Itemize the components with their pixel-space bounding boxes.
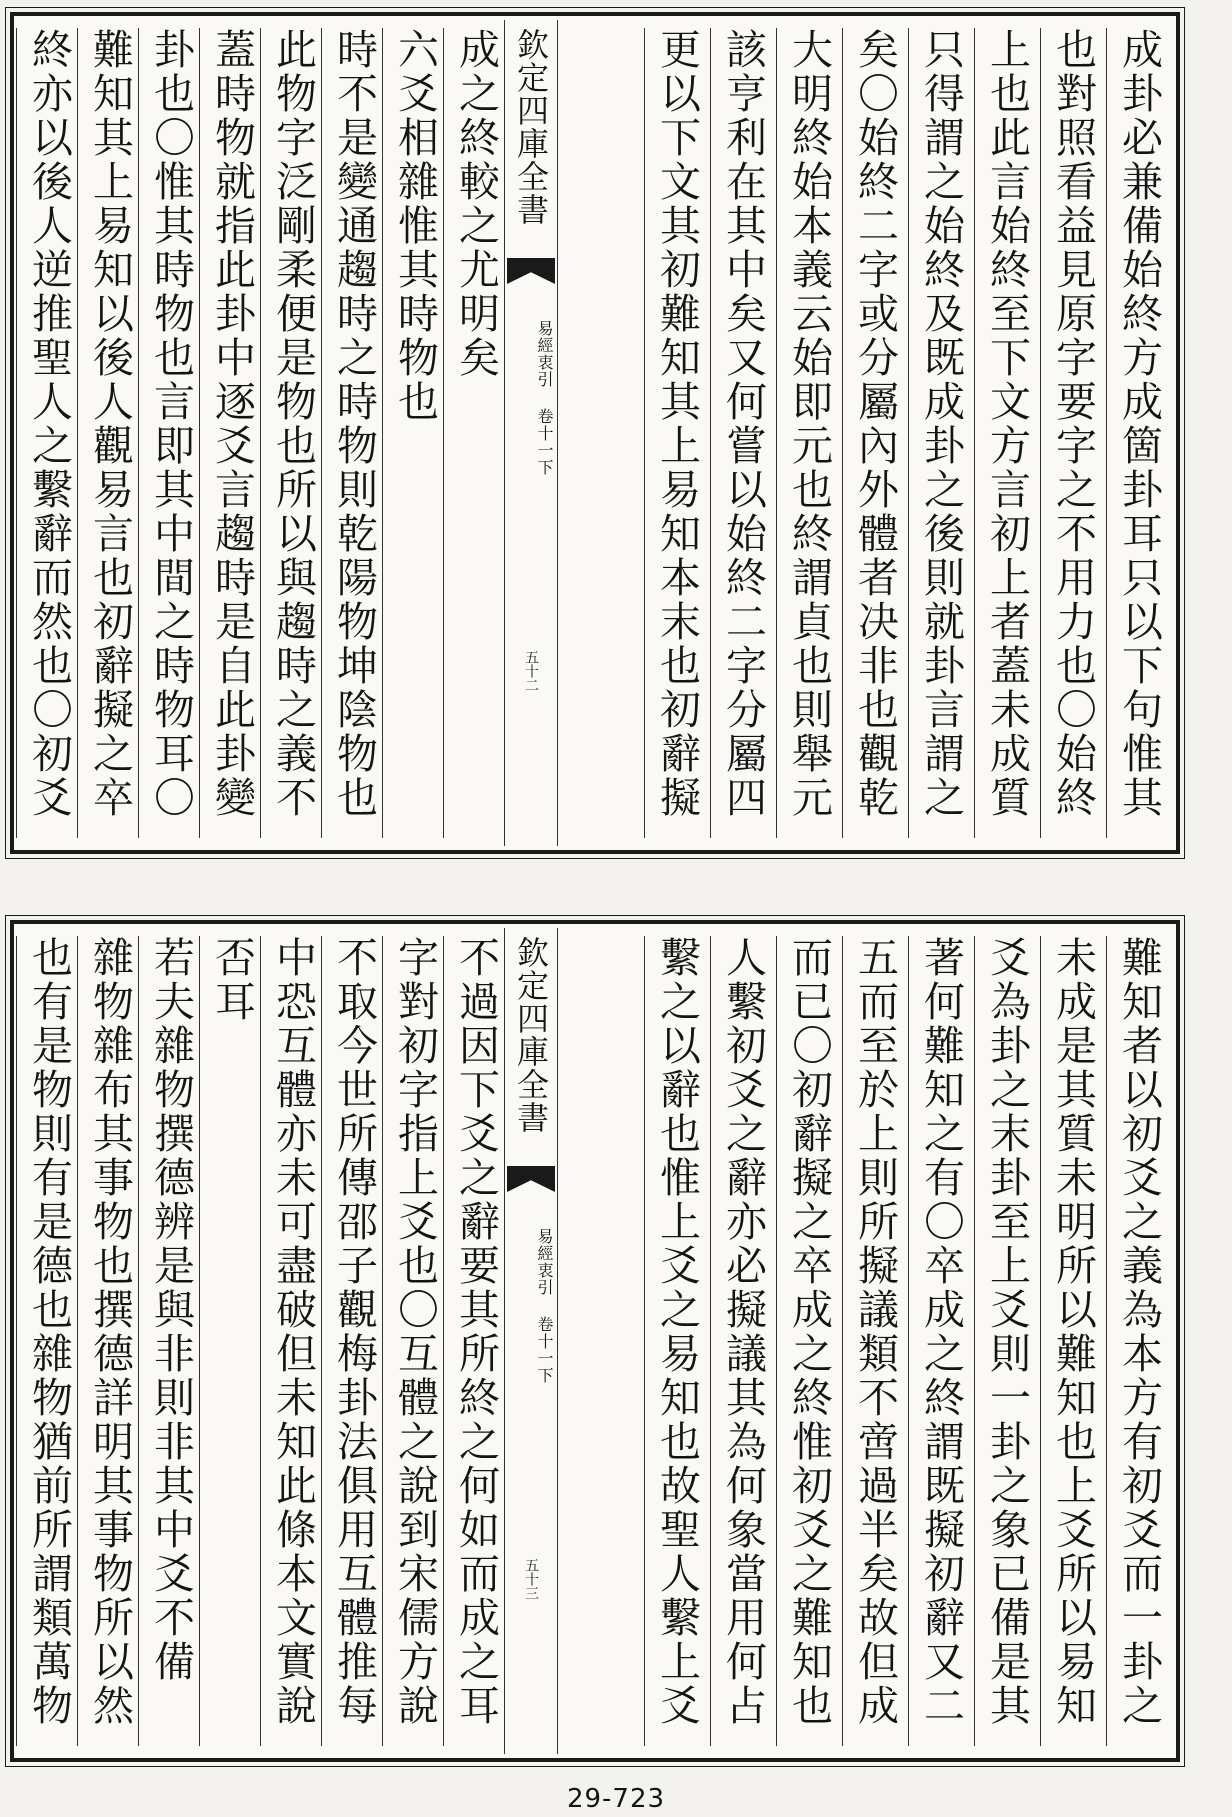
page-number: 五十二 (523, 650, 539, 692)
text-column: 此物字泛剛柔便是物也所以與趨時之義不 (260, 28, 326, 838)
text-column: 也有是物則有是德也雜物猶前所謂類萬物 (16, 936, 82, 1746)
text-column: 終亦以後人逆推聖人之繫辭而然也〇初爻 (16, 28, 82, 838)
text-column: 字對初字指上爻也〇互體之說到宋儒方說 (382, 936, 448, 1746)
center-title: 欽定四庫全書 (512, 936, 550, 1134)
center-subtitle (509, 320, 555, 476)
text-column: 難知其上易知以後人觀易言也初辭擬之卒 (77, 28, 143, 838)
text-column: 時不是變通趨時之時物則乾陽物坤陰物也 (321, 28, 387, 838)
text-column: 六爻相雜惟其時物也 (382, 28, 448, 838)
center-subtitle (509, 1228, 555, 1384)
fish-tail-mark (507, 258, 555, 284)
text-column: 上也此言始終至下文方言初上者蓋未成質 (974, 28, 1040, 838)
text-column: 更以下文其初難知其上易知本末也初辭擬 (644, 28, 710, 838)
book-name: 易經衷引 (535, 320, 554, 388)
text-column: 不過因下爻之辭要其所終之何如而成之耳 (443, 936, 509, 1746)
center-title: 欽定四庫全書 (512, 28, 550, 226)
bottom-page (10, 920, 1180, 1762)
book-name: 易經衷引 (535, 1228, 554, 1296)
text-column: 卦也〇惟其時物也言即其中間之時物耳〇 (138, 28, 204, 838)
text-column: 五而至於上則所擬議類不啻過半矣故但成 (842, 936, 908, 1746)
text-column: 蓋時物就指此卦中逐爻言趨時是自此卦變 (199, 28, 265, 838)
footer-page-ref: 29-723 (566, 1784, 666, 1814)
text-column: 爻為卦之末卦至上爻則一卦之象已備是其 (974, 936, 1040, 1746)
text-column: 若夫雜物撰德辨是與非則非其中爻不備 (138, 936, 204, 1746)
text-column: 著何難知之有〇卒成之終謂既擬初辭又二 (908, 936, 974, 1746)
page-number: 五十三 (523, 1558, 539, 1600)
text-column: 成卦必兼備始終方成箇卦耳只以下句惟其 (1106, 28, 1172, 838)
text-column: 雜物雜布其事物也撰德詳明其事物所以然 (77, 936, 143, 1746)
text-column: 否耳 (199, 936, 265, 1746)
volume-name: 卷十一下 (535, 1316, 554, 1384)
center-margin (504, 928, 558, 1754)
text-column: 未成是其質未明所以難知也上爻所以易知 (1040, 936, 1106, 1746)
text-column: 而已〇初辭擬之卒成之終惟初爻之難知也 (776, 936, 842, 1746)
top-page (10, 12, 1180, 854)
text-column: 人繫初爻之辭亦必擬議其為何象當用何占 (710, 936, 776, 1746)
text-column: 中恐互體亦未可盡破但未知此條本文實說 (260, 936, 326, 1746)
text-column: 難知者以初爻之義為本方有初爻而一卦之 (1106, 936, 1172, 1746)
text-column: 只得謂之始終及既成卦之後則就卦言謂之 (908, 28, 974, 838)
volume-name: 卷十一下 (535, 408, 554, 476)
text-column: 該亨利在其中矣又何嘗以始終二字分屬四 (710, 28, 776, 838)
fish-tail-mark (507, 1166, 555, 1192)
text-column: 大明終始本義云始即元也終謂貞也則舉元 (776, 28, 842, 838)
text-column: 成之終較之尤明矣 (443, 28, 509, 838)
text-column: 繫之以辭也惟上爻之易知也故聖人繫上爻 (644, 936, 710, 1746)
text-column: 也對照看益見原字要字之不用力也〇始終 (1040, 28, 1106, 838)
center-margin (504, 20, 558, 846)
text-column: 不取今世所傳邵子觀梅卦法俱用互體推每 (321, 936, 387, 1746)
text-column: 矣〇始終二字或分屬內外體者决非也觀乾 (842, 28, 908, 838)
